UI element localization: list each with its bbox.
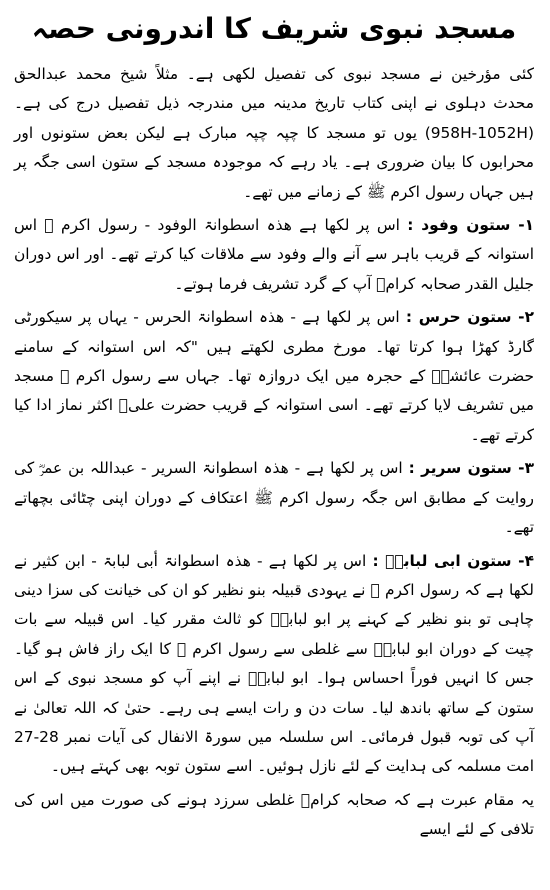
closing-paragraph: یہ مقام عبرت ہے کہ صحابہ کرامؓ غلطی سرزد ہونے کی صورت میں اس کی تلافی کے لئے ایسے bbox=[14, 790, 534, 839]
pillar-paragraph-1 bbox=[14, 211, 534, 299]
pillar-body-1: اس پر لکھا ہے ھذہ اسطوانۃ الوفود - رسول اکرم ﷺ اس استوانہ کے قریب باہر سے آنے والے وفود سے ملاقات کیا کرتے تھے۔ اور اس دوران جلیل القدر صحابہ کرامؓ آپ کے گرد تشریف فرما ہوتے۔ bbox=[14, 216, 534, 293]
pillar-body-3: اس پر لکھا ہے - ھذہ اسطوانۃ السریر - عبداللہ بن عمرؓ کی روایت کے مطابق اس جگہ رسول اکرم ﷺ اعتکاف کے دوران اپنی چٹائی بچھاتے تھے۔ bbox=[14, 459, 534, 537]
pillar-paragraph-2 bbox=[14, 303, 534, 450]
page-title: مسجد نبوی شریف کا اندرونی حصہ bbox=[31, 12, 517, 45]
intro-text-1: کئی مؤرخین نے مسجد نبوی کی تفصیل لکھی ہے۔ مثلاً شیخ محمد عبدالحق محدث دہلوی نے اپنی کتاب تاریخ مدینہ میں مندرجہ ذیل تفصیل درج کی ہے۔ bbox=[14, 65, 534, 113]
intro-text-2: یوں تو مسجد کا چپہ چپہ مبارک ہے لیکن بعض ستونوں اور محرابوں کا بیان ضروری ہے۔ یاد رہے کہ موجودہ مسجد کے ستون اسی جگہ پر ہیں جہاں رسول اکرم ﷺ کے زمانے میں تھے۔ bbox=[14, 123, 534, 201]
pillar-paragraph-3 bbox=[14, 454, 534, 542]
pillar-body-4: اس پر لکھا ہے - ھذہ اسطوانۃ أبی لبابۃ - ابن کثیر نے لکھا ہے کہ رسول اکرم ﷺ نے یہودی قبیلہ بنو نظیر کو ان کی خیانت کی سزا دینی چاہی تو بنو نظیر کے کہنے پر ابو لبابہؓ کو ثالث مقرر کیا۔ اس قبیلہ سے بات چیت کے دوران ابو لبابہؓ سے غلطی سے رسول اکرم ﷺ کا ایک راز فاش ہو گیا۔ جس کا انہیں فوراً احساس ہوا۔ ابو لبابہؓ نے اپنے آپ کو مسجد نبوی کے اس ستون کے ساتھ باندھ لیا۔ سات دن و رات ایسے ہی رہے۔ حتیٰ کہ اللہ تعالیٰ نے آپ کی توبہ قبول فرمائی۔ اس سلسلہ میں سورۃ الانفال کی آیات نمبر 28-27 امت مسلمہ کی ہدایت کے لئے نازل ہوئیں۔ اسے ستون توبہ بھی کہتے ہیں۔ bbox=[14, 551, 534, 776]
pillar-heading-2: ۲- ستون حرس : bbox=[405, 308, 534, 327]
pillar-heading-4: ۴- ستون ابی لبابہؓ : bbox=[372, 551, 534, 570]
pillar-body-2: اس پر لکھا ہے - ھذہ اسطوانۃ الحرس - یہاں پر سیکورٹی گارڈ کھڑا ہوا کرتا تھا۔ مورخ مطری لکھتے ہیں "کہ اس استوانہ کے سامنے حضرت عائشہؓ کے حجرہ میں ایک دروازہ تھا۔ جہاں سے رسول اکرم ﷺ مسجد میں تشریف لایا کرتے تھے۔ اسی استوانہ کے قریب حضرت علیؓ اکثر نماز ادا کیا کرتے تھے۔ bbox=[14, 308, 534, 444]
pillar-paragraph-4 bbox=[14, 547, 534, 782]
intro-paragraph bbox=[14, 60, 534, 207]
pillar-heading-3: ۳- ستون سریر : bbox=[408, 459, 534, 478]
pillar-heading-1: ۱- ستون وفود : bbox=[407, 216, 534, 235]
intro-years: (958H-1052H) bbox=[424, 123, 534, 142]
